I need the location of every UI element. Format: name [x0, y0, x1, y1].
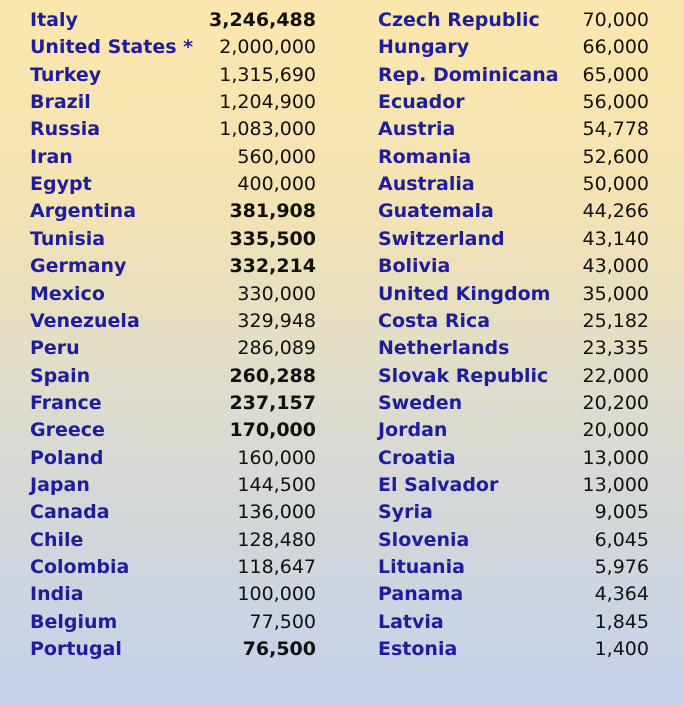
- table-row: [378, 335, 649, 362]
- country-name: France: [30, 391, 102, 414]
- country-name: Guatemala: [378, 200, 494, 223]
- country-value: 6,045: [594, 528, 649, 551]
- table-row: [0, 308, 316, 335]
- country-value: 1,845: [594, 610, 649, 633]
- table-row: [378, 445, 649, 472]
- table-row: [0, 62, 316, 89]
- country-name: United States *: [30, 36, 194, 59]
- country-value: 77,500: [249, 610, 316, 633]
- country-value: 260,288: [229, 364, 316, 387]
- table-row: [378, 554, 649, 581]
- country-name: Hungary: [378, 36, 470, 59]
- country-value: 286,089: [237, 337, 316, 360]
- country-value: 381,908: [229, 200, 316, 223]
- country-name: Turkey: [30, 63, 102, 86]
- country-name: Japan: [30, 473, 90, 496]
- table-row: [0, 527, 316, 554]
- country-name: Bolivia: [378, 255, 451, 278]
- country-value: 35,000: [582, 282, 649, 305]
- country-name: Germany: [30, 255, 127, 278]
- country-name: Sweden: [378, 391, 463, 414]
- country-name: Venezuela: [30, 309, 140, 332]
- table-row: [0, 116, 316, 143]
- country-value: 335,500: [229, 227, 316, 250]
- country-name: Poland: [30, 446, 104, 469]
- table-row: [0, 499, 316, 526]
- country-value: 560,000: [237, 145, 316, 168]
- table-row: [0, 34, 316, 61]
- country-value: 332,214: [229, 255, 316, 278]
- country-name: Croatia: [378, 446, 456, 469]
- country-value: 1,083,000: [219, 118, 316, 141]
- country-name: Russia: [30, 118, 101, 141]
- country-value: 25,182: [582, 309, 649, 332]
- country-value: 118,647: [237, 556, 316, 578]
- country-value: 100,000: [237, 583, 316, 606]
- country-name: Chile: [30, 528, 84, 551]
- table-row: [378, 472, 649, 499]
- country-name: India: [30, 583, 84, 606]
- country-value: 5,976: [594, 556, 649, 578]
- country-name: United Kingdom: [378, 282, 551, 305]
- table-row: [0, 253, 316, 280]
- table-row: [0, 226, 316, 253]
- country-name: Latvia: [378, 610, 444, 633]
- country-value: 13,000: [582, 473, 649, 496]
- country-value: 1,204,900: [219, 91, 316, 114]
- country-name: Italy: [30, 9, 78, 31]
- country-value: 144,500: [237, 473, 316, 496]
- country-name: Tunisia: [30, 227, 106, 250]
- table-row: [378, 34, 649, 61]
- country-name: Belgium: [30, 610, 118, 633]
- table-row: [378, 226, 649, 253]
- country-value: 330,000: [237, 282, 316, 305]
- country-name: Rep. Dominicana: [378, 63, 559, 86]
- country-value: 50,000: [582, 173, 649, 196]
- country-value: 54,778: [582, 118, 649, 141]
- country-name: Brazil: [30, 91, 91, 114]
- country-value: 20,000: [582, 419, 649, 442]
- country-value: 44,266: [582, 200, 649, 223]
- table-row: [378, 527, 649, 554]
- table-row: [378, 363, 649, 390]
- table-row: [378, 499, 649, 526]
- country-value: 13,000: [582, 446, 649, 469]
- table-row: [0, 144, 316, 171]
- table-row: [0, 363, 316, 390]
- country-value: 20,200: [582, 391, 649, 414]
- country-value: 43,000: [582, 255, 649, 278]
- country-name: Jordan: [378, 419, 448, 442]
- country-value: 65,000: [582, 63, 649, 86]
- country-name: Lituania: [378, 556, 465, 578]
- country-name: Greece: [30, 419, 105, 442]
- table-row: [378, 198, 649, 225]
- table-row: [0, 554, 316, 581]
- country-name: Mexico: [30, 282, 105, 305]
- table-row: [0, 281, 316, 308]
- country-name: Costa Rica: [378, 309, 491, 332]
- country-value: 160,000: [237, 446, 316, 469]
- table-row: [0, 609, 316, 636]
- table-row: [0, 390, 316, 417]
- table-row: [0, 472, 316, 499]
- table-row: [0, 335, 316, 362]
- table-row: [378, 89, 649, 116]
- country-name: Colombia: [30, 556, 130, 578]
- country-name: Argentina: [30, 200, 137, 223]
- country-value: 329,948: [237, 309, 316, 332]
- country-name: El Salvador: [378, 473, 499, 496]
- table-row: [378, 308, 649, 335]
- country-name: Portugal: [30, 638, 122, 661]
- country-name: Romania: [378, 145, 472, 168]
- country-value: 23,335: [582, 337, 649, 360]
- table-row: [0, 7, 316, 34]
- table-row: [0, 89, 316, 116]
- table-row: [0, 445, 316, 472]
- table-row: [378, 144, 649, 171]
- country-value: 136,000: [237, 501, 316, 524]
- table-row: [0, 417, 316, 444]
- country-value: 43,140: [582, 227, 649, 250]
- table-row: [378, 636, 649, 663]
- table-row: [0, 581, 316, 608]
- country-name: Czech Republic: [378, 9, 540, 31]
- country-name: Estonia: [378, 638, 458, 661]
- table-row: [0, 171, 316, 198]
- country-value: 22,000: [582, 364, 649, 387]
- country-value: 237,157: [229, 391, 316, 414]
- country-value: 4,364: [594, 583, 649, 606]
- country-value: 52,600: [582, 145, 649, 168]
- country-name: Spain: [30, 364, 91, 387]
- country-name: Austria: [378, 118, 456, 141]
- country-value: 66,000: [582, 36, 649, 59]
- table-row: [378, 581, 649, 608]
- country-name: Peru: [30, 337, 80, 360]
- country-value: 56,000: [582, 91, 649, 114]
- country-name: Netherlands: [378, 337, 510, 360]
- country-value: 3,246,488: [209, 9, 316, 31]
- table-row: [378, 417, 649, 444]
- country-name: Egypt: [30, 173, 92, 196]
- country-value: 70,000: [582, 9, 649, 31]
- country-name: Iran: [30, 145, 73, 168]
- table-row: [0, 636, 316, 663]
- country-name: Slovenia: [378, 528, 470, 551]
- table-row: [378, 390, 649, 417]
- country-name: Ecuador: [378, 91, 465, 114]
- table-row: [378, 609, 649, 636]
- table-row: [378, 281, 649, 308]
- table-row: [378, 253, 649, 280]
- country-value: 76,500: [242, 638, 316, 661]
- table-row: [0, 198, 316, 225]
- country-value: 9,005: [594, 501, 649, 524]
- table-row: [378, 171, 649, 198]
- country-name: Switzerland: [378, 227, 505, 250]
- country-name: Canada: [30, 501, 110, 524]
- table-row: [378, 116, 649, 143]
- country-value: 2,000,000: [219, 36, 316, 59]
- country-value: 170,000: [229, 419, 316, 442]
- country-name: Australia: [378, 173, 475, 196]
- table-row: [378, 7, 649, 34]
- country-value: 1,400: [594, 638, 649, 661]
- country-value: 1,315,690: [219, 63, 316, 86]
- country-name: Syria: [378, 501, 433, 524]
- country-name: Slovak Republic: [378, 364, 549, 387]
- country-value: 400,000: [237, 173, 316, 196]
- table-row: [378, 62, 649, 89]
- country-value: 128,480: [237, 528, 316, 551]
- country-name: Panama: [378, 583, 464, 606]
